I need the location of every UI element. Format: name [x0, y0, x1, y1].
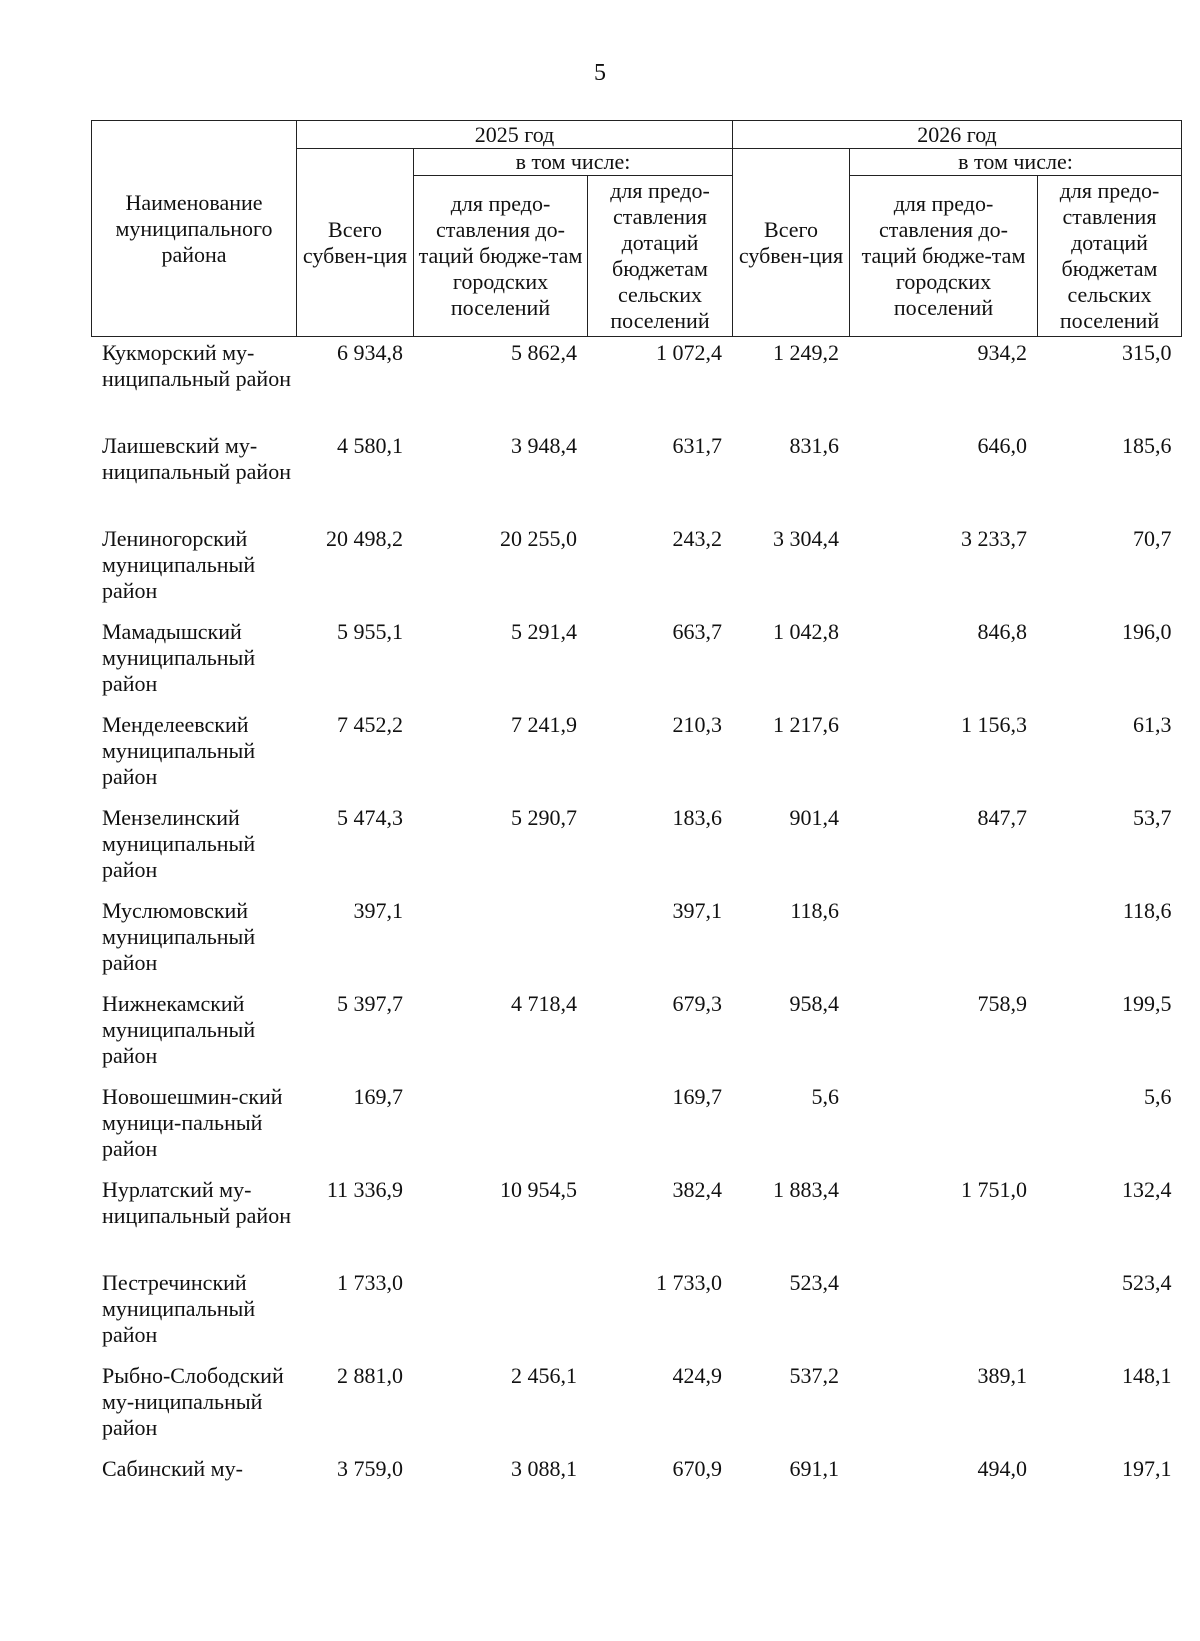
- rural-2025: 243,2: [672, 525, 722, 551]
- total-2026: 901,4: [789, 804, 839, 830]
- total-2026: 1 217,6: [773, 711, 839, 737]
- table-row: [92, 1360, 1182, 1453]
- urban-2026: 847,7: [977, 804, 1027, 830]
- total-2025: 1 733,0: [337, 1269, 403, 1295]
- district-name: Рыбно-Слободский му-ниципальный район: [102, 1362, 284, 1440]
- total-2025: 5 474,3: [337, 804, 403, 830]
- urban-2025: [414, 895, 588, 988]
- table-row: [92, 337, 1182, 430]
- total-2026: 118,6: [790, 897, 839, 923]
- urban-2025: 3 948,4: [511, 432, 577, 458]
- urban-2025: 5 291,4: [511, 618, 577, 644]
- rural-2025: 663,7: [672, 618, 722, 644]
- rural-2025: 397,1: [672, 897, 722, 923]
- total-2026: 691,1: [789, 1455, 839, 1481]
- header-total-2026: Всего субвен-ция: [733, 149, 850, 337]
- district-name: Лаишевский му-ниципальный район: [102, 432, 291, 484]
- urban-2025: 20 255,0: [500, 525, 577, 551]
- urban-2026: [850, 1267, 1038, 1360]
- header-rural-2026: для предо-ставления дотаций бюджетам сельских поселений: [1038, 176, 1182, 337]
- urban-2026: 646,0: [977, 432, 1027, 458]
- urban-2026: 846,8: [977, 618, 1027, 644]
- urban-2025: 5 290,7: [511, 804, 577, 830]
- rural-2025: 183,6: [672, 804, 722, 830]
- rural-2025: 382,4: [672, 1176, 722, 1202]
- table-row: [92, 1267, 1182, 1360]
- rural-2026: 61,3: [1133, 711, 1172, 737]
- rural-2026: 118,6: [1122, 897, 1172, 923]
- urban-2025: 3 088,1: [511, 1455, 577, 1481]
- rural-2025: 670,9: [672, 1455, 722, 1481]
- total-2025: 3 759,0: [337, 1455, 403, 1481]
- header-district-name: Наименование муниципального района: [92, 121, 297, 337]
- rural-2026: 197,1: [1122, 1455, 1172, 1481]
- district-name: Новошешмин-ский муници-пальный район: [102, 1083, 283, 1161]
- urban-2025: 4 718,4: [511, 990, 577, 1016]
- rural-2026: 315,0: [1122, 340, 1172, 365]
- rural-2026: 523,4: [1122, 1269, 1172, 1295]
- district-name: Нурлатский му-ниципальный район: [102, 1176, 291, 1228]
- table-row: [92, 1174, 1182, 1267]
- district-name: Менделеевский муниципальный район: [102, 711, 256, 789]
- total-2025: 7 452,2: [337, 711, 403, 737]
- total-2026: 831,6: [789, 432, 839, 458]
- rural-2026: 70,7: [1133, 525, 1172, 551]
- rural-2026: 5,6: [1144, 1083, 1172, 1109]
- district-name: Пестречинский муниципальный район: [102, 1269, 256, 1347]
- urban-2025: 2 456,1: [511, 1362, 577, 1388]
- urban-2025: [414, 1081, 588, 1174]
- total-2026: 958,4: [789, 990, 839, 1016]
- header-rural-2025: для предо-ставления дотаций бюджетам сельских поселений: [588, 176, 733, 337]
- urban-2025: 7 241,9: [511, 711, 577, 737]
- urban-2026: [850, 895, 1038, 988]
- header-urban-2025: для предо-ставления до-таций бюдже-там городских поселений: [414, 176, 588, 337]
- header-urban-2026: для предо-ставления до-таций бюдже-там городских поселений: [850, 176, 1038, 337]
- table-row: [92, 1081, 1182, 1174]
- rural-2026: 53,7: [1133, 804, 1172, 830]
- total-2025: 2 881,0: [337, 1362, 403, 1388]
- district-name: Сабинский му-: [102, 1455, 243, 1481]
- rural-2025: 210,3: [672, 711, 722, 737]
- urban-2025: 10 954,5: [500, 1176, 577, 1202]
- total-2025: 5 397,7: [337, 990, 403, 1016]
- urban-2025: 5 862,4: [511, 340, 577, 365]
- district-name: Муслюмовский муниципальный район: [102, 897, 256, 975]
- page-number: 5: [594, 60, 606, 86]
- total-2025: 4 580,1: [337, 432, 403, 458]
- total-2025: 397,1: [353, 897, 403, 923]
- district-name: Кукморский му-ниципальный район: [102, 340, 291, 391]
- header-including-2025: в том числе:: [414, 149, 733, 176]
- total-2026: 537,2: [789, 1362, 839, 1388]
- table-row: [92, 988, 1182, 1081]
- rural-2025: 1 733,0: [656, 1269, 722, 1295]
- urban-2026: 389,1: [977, 1362, 1027, 1388]
- table-row: [92, 802, 1182, 895]
- table-row: [92, 523, 1182, 616]
- total-2025: 5 955,1: [337, 618, 403, 644]
- total-2026: 5,6: [811, 1083, 839, 1109]
- urban-2026: 934,2: [977, 340, 1027, 365]
- district-name: Мензелинский муниципальный район: [102, 804, 256, 882]
- rural-2026: 185,6: [1122, 432, 1172, 458]
- district-name: Лениногорский муниципальный район: [102, 525, 256, 603]
- table-body: [92, 337, 1182, 1513]
- total-2026: 1 042,8: [773, 618, 839, 644]
- total-2026: 1 249,2: [773, 340, 839, 365]
- total-2025: 169,7: [353, 1083, 403, 1109]
- header-total-2025: Всего субвен-ция: [297, 149, 414, 337]
- rural-2025: 424,9: [672, 1362, 722, 1388]
- rural-2026: 199,5: [1122, 990, 1172, 1016]
- total-2026: 3 304,4: [773, 525, 839, 551]
- subvention-table: [91, 120, 1182, 1513]
- total-2025: 20 498,2: [326, 525, 403, 551]
- urban-2026: 494,0: [977, 1455, 1027, 1481]
- urban-2026: 1 156,3: [961, 711, 1027, 737]
- urban-2026: 758,9: [977, 990, 1027, 1016]
- table-row: [92, 430, 1182, 523]
- district-name: Мамадышский муниципальный район: [102, 618, 256, 696]
- rural-2026: 148,1: [1122, 1362, 1172, 1388]
- total-2025: 11 336,9: [326, 1176, 403, 1202]
- urban-2026: 3 233,7: [961, 525, 1027, 551]
- table-row: [92, 616, 1182, 709]
- header-year-2025: 2025 год: [297, 121, 733, 149]
- table-header: [92, 121, 1182, 337]
- rural-2025: 679,3: [672, 990, 722, 1016]
- district-name: Нижнекамский муниципальный район: [102, 990, 256, 1068]
- total-2025: 6 934,8: [337, 340, 403, 365]
- header-including-2026: в том числе:: [850, 149, 1182, 176]
- urban-2026: 1 751,0: [961, 1176, 1027, 1202]
- table-row: [92, 1453, 1182, 1513]
- rural-2026: 196,0: [1122, 618, 1172, 644]
- rural-2025: 631,7: [672, 432, 722, 458]
- urban-2026: [850, 1081, 1038, 1174]
- rural-2025: 1 072,4: [656, 340, 722, 365]
- rural-2026: 132,4: [1122, 1176, 1172, 1202]
- table-row: [92, 895, 1182, 988]
- total-2026: 1 883,4: [773, 1176, 839, 1202]
- rural-2025: 169,7: [672, 1083, 722, 1109]
- total-2026: 523,4: [789, 1269, 839, 1295]
- table-row: [92, 709, 1182, 802]
- header-year-2026: 2026 год: [733, 121, 1182, 149]
- urban-2025: [414, 1267, 588, 1360]
